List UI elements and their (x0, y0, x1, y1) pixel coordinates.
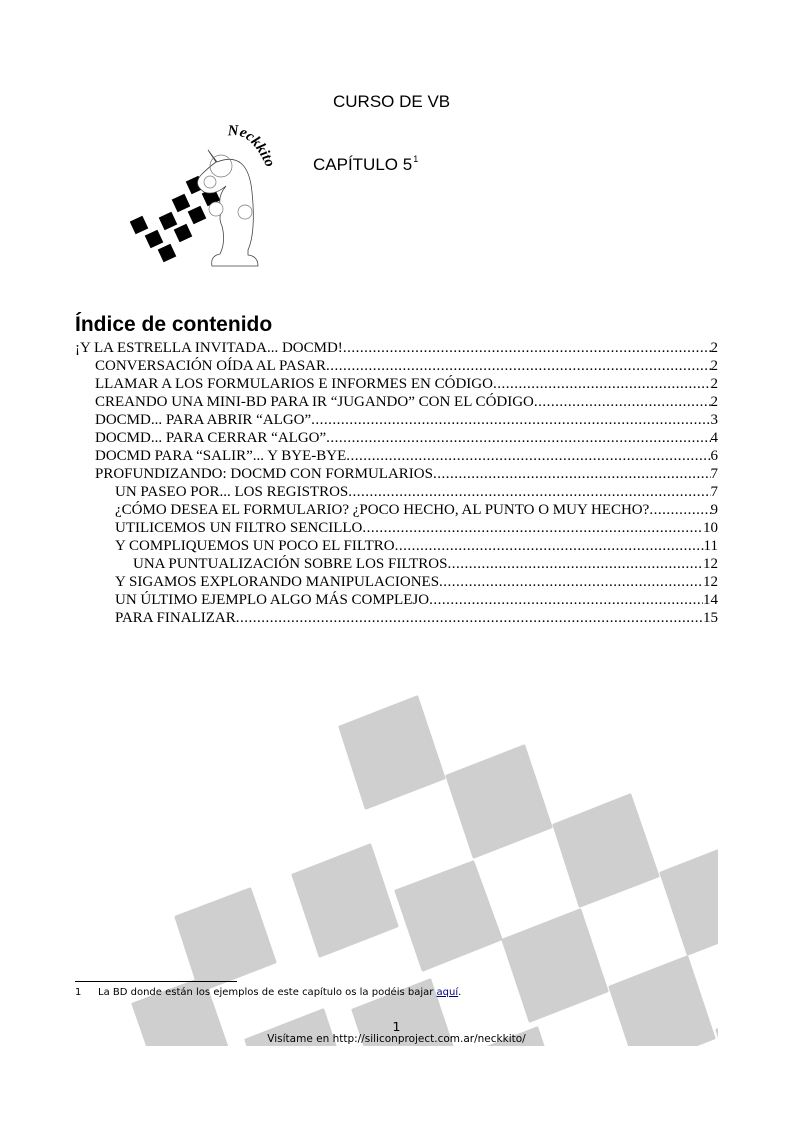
toc-entry-title: Y COMPLIQUEMOS UN POCO EL FILTRO (115, 538, 395, 554)
toc-leader-dots (236, 609, 703, 627)
toc-entry[interactable] (75, 375, 718, 393)
toc-entry-title: LLAMAR A LOS FORMULARIOS E INFORMES EN CÓDIGO (95, 376, 493, 392)
toc-leader-dots (493, 375, 711, 393)
toc-entry-title: UTILICEMOS UN FILTRO SENCILLO (115, 520, 363, 536)
course-title: CURSO DE VB (333, 92, 451, 111)
toc-entry-title: UN PASEO POR... LOS REGISTROS (115, 484, 349, 500)
toc-entry-title: Y SIGAMOS EXPLORANDO MANIPULACIONES (115, 574, 440, 590)
toc-entry-title: UN ÚLTIMO EJEMPLO ALGO MÁS COMPLEJO (115, 592, 430, 608)
toc-leader-dots (433, 465, 711, 483)
toc-leader-dots (439, 573, 703, 591)
toc-leader-dots (311, 411, 710, 429)
toc-entry-page: 2 (710, 358, 718, 374)
footnote-trailing: . (458, 987, 462, 998)
toc-entry-page: 12 (703, 574, 718, 590)
toc-leader-dots (362, 519, 703, 537)
toc-entry[interactable] (75, 483, 718, 501)
download-link[interactable]: aquí (436, 987, 459, 998)
toc-leader-dots (649, 501, 710, 519)
toc-entry-title: PARA FINALIZAR (115, 610, 236, 626)
toc-leader-dots (534, 393, 711, 411)
toc-entry-page: 14 (703, 592, 718, 608)
chapter-title (313, 154, 418, 175)
toc-entry[interactable] (75, 609, 718, 627)
toc-leader-dots (326, 429, 710, 447)
toc-entry-title: CONVERSACIÓN OÍDA AL PASAR (95, 358, 327, 374)
toc-entry-page: 4 (710, 430, 718, 446)
toc-entry-page: 7 (710, 484, 718, 500)
toc-entry[interactable] (75, 591, 718, 609)
toc-entry[interactable] (75, 501, 718, 519)
toc-entry-page: 15 (703, 610, 718, 626)
toc-entry-title: DOCMD... PARA CERRAR “ALGO” (95, 430, 327, 446)
toc-entry-page: 2 (710, 376, 718, 392)
toc-leader-dots (343, 339, 711, 357)
toc-entry-page: 2 (710, 394, 718, 410)
toc-entry-title: ¡Y LA ESTRELLA INVITADA... DOCMD! (75, 340, 343, 356)
toc-entry-page: 10 (703, 520, 718, 536)
footnote-text: La BD donde están los ejemplos de este capítulo os la podéis bajar (98, 987, 437, 998)
toc-entry[interactable] (75, 357, 718, 375)
toc-entry-page: 12 (703, 556, 718, 572)
toc-entry-title: DOCMD... PARA ABRIR “ALGO” (95, 412, 312, 428)
toc-entry-page: 9 (710, 502, 718, 518)
toc-entry[interactable] (75, 555, 718, 573)
toc-leader-dots (346, 447, 710, 465)
toc-entry[interactable] (75, 465, 718, 483)
toc-leader-dots (447, 555, 703, 573)
toc-entry-page: 3 (710, 412, 718, 428)
toc-entry-page: 2 (710, 340, 718, 356)
footnote (75, 987, 461, 998)
toc-entry[interactable] (75, 429, 718, 447)
toc-entry[interactable] (75, 573, 718, 591)
toc-entry-title: UNA PUNTUALIZACIÓN SOBRE LOS FILTROS (133, 556, 448, 572)
toc-entry[interactable] (75, 339, 718, 357)
toc-entry-title: CREANDO UNA MINI-BD PARA IR “JUGANDO” CON EL CÓDIGO (95, 394, 534, 410)
toc-leader-dots (326, 357, 710, 375)
toc-entry[interactable] (75, 537, 718, 555)
svg-text:Neckkito: Neckkito (227, 122, 278, 170)
footnote-number: 1 (75, 987, 82, 998)
toc-entry-page: 11 (703, 538, 718, 554)
page-number: 1 (392, 1019, 401, 1034)
toc-entry-title: ¿CÓMO DESEA EL FORMULARIO? ¿POCO HECHO, AL PUNTO O MUY HECHO? (115, 502, 650, 518)
toc-entry[interactable] (75, 447, 718, 465)
toc-entry[interactable] (75, 393, 718, 411)
toc-leader-dots (429, 591, 703, 609)
toc-entry-title: DOCMD PARA “SALIR”... Y BYE-BYE (95, 448, 347, 464)
toc-entry[interactable] (75, 411, 718, 429)
toc-entry[interactable] (75, 519, 718, 537)
toc-leader-dots (348, 483, 710, 501)
toc-heading: Índice de contenido (75, 313, 273, 336)
footer-url: Visítame en http://siliconproject.com.ar/neckkito/ (267, 1033, 526, 1045)
footnote-separator (75, 981, 237, 982)
toc-entry-title: PROFUNDIZANDO: DOCMD CON FORMULARIOS (95, 466, 433, 482)
neckkito-logo-icon (130, 122, 280, 268)
footnote-reference[interactable]: 1 (413, 154, 419, 164)
toc-leader-dots (395, 537, 704, 555)
toc-entry-page: 6 (710, 448, 718, 464)
table-of-contents (75, 339, 718, 627)
chapter-title-text: CAPÍTULO 5 (313, 155, 413, 174)
toc-entry-page: 7 (710, 466, 718, 482)
